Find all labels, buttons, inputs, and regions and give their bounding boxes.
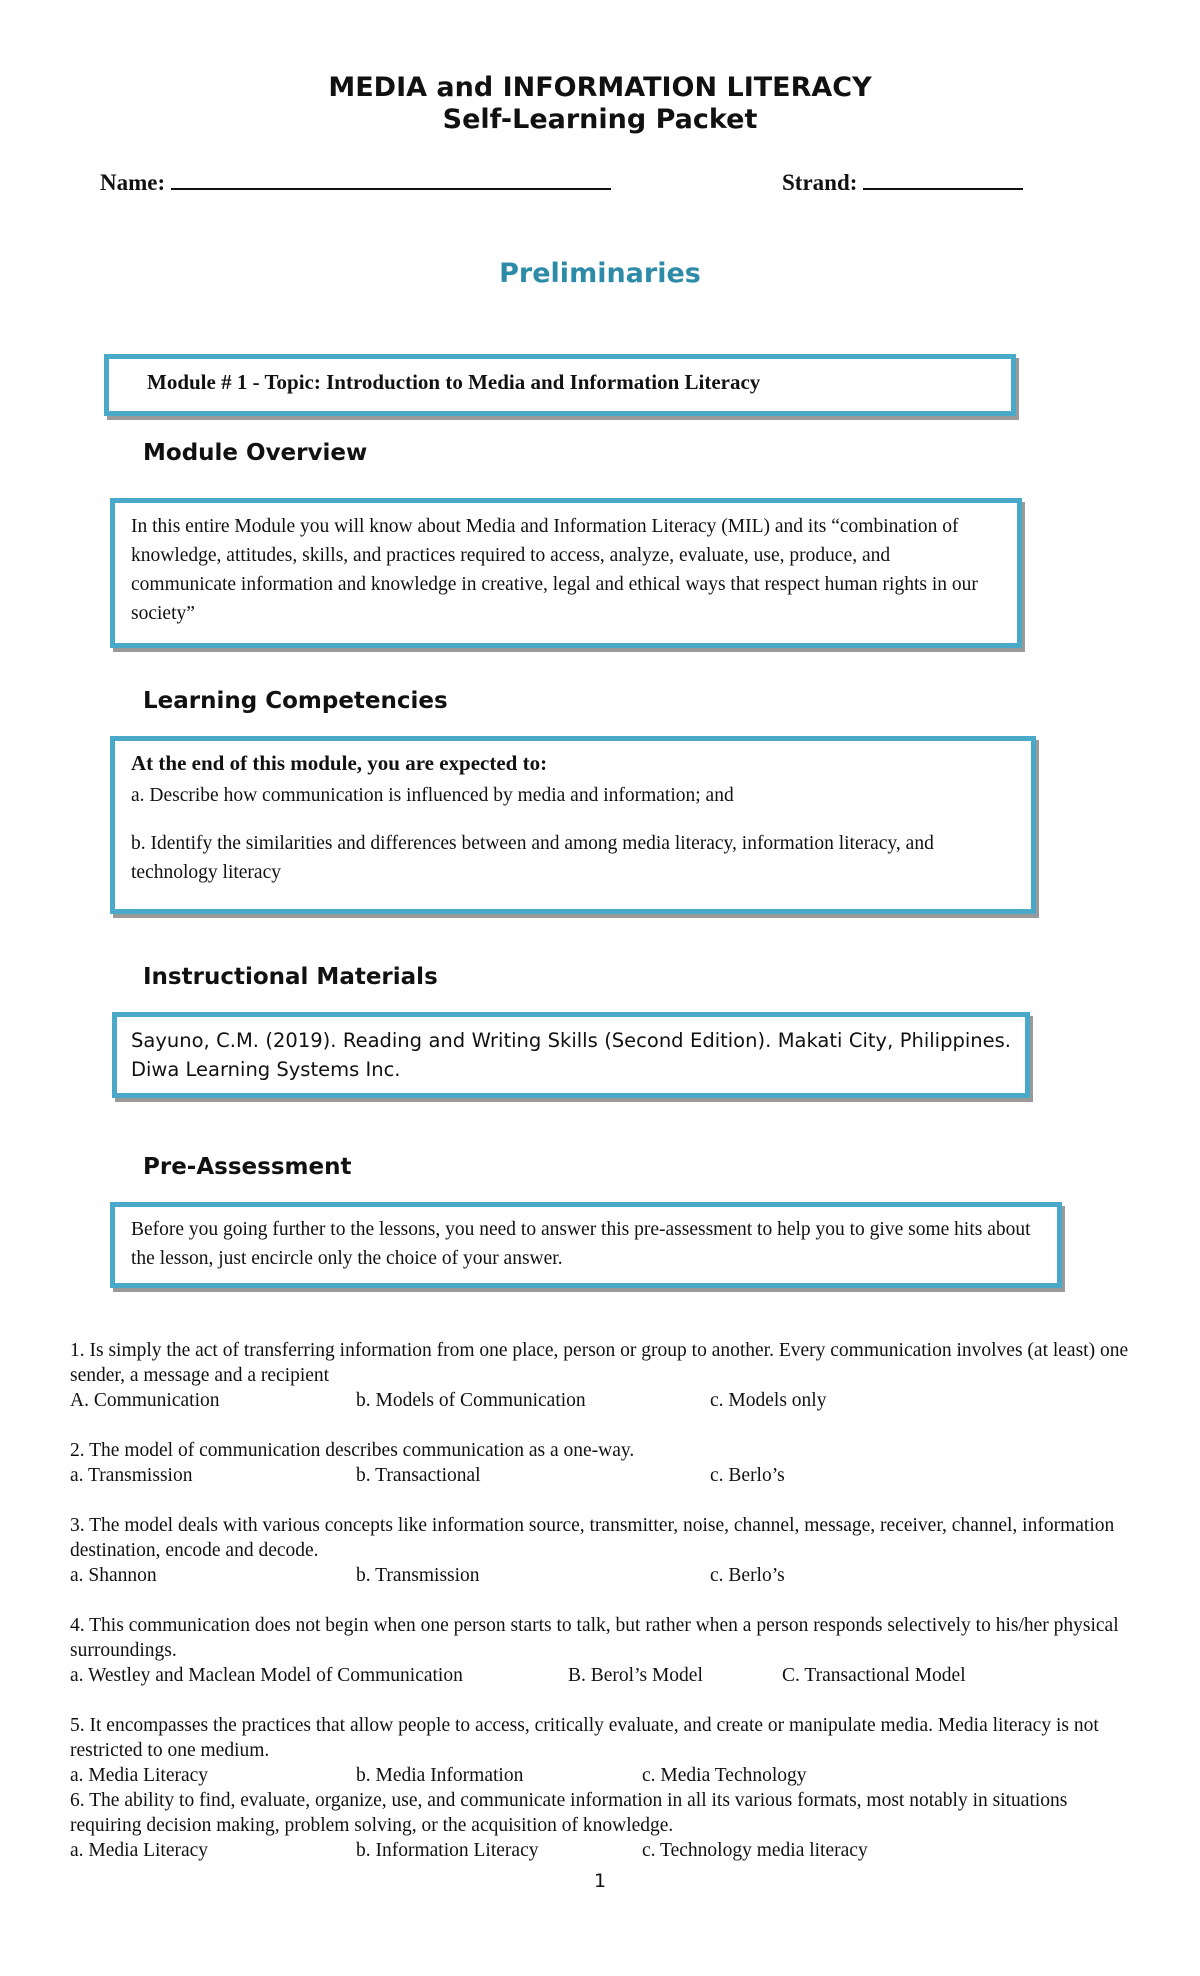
option-c[interactable]: c. Media Technology xyxy=(642,1765,807,1786)
question-text: 1. Is simply the act of transferring information from one place, person or group to another. Every communication involves (at least) one sender, a message and a recipient xyxy=(70,1340,1129,1386)
question-text: 5. It encompasses the practices that allow people to access, critically evaluate, and create or manipulate media. Media literacy is not restricted to one medium. xyxy=(70,1715,1099,1761)
option-b[interactable]: b. Information Literacy xyxy=(356,1840,539,1861)
question-text: 4. This communication does not begin when one person starts to talk, but rather when a person responds selectively to his/her physical surroundings. xyxy=(70,1615,1119,1661)
overview-box xyxy=(110,498,1022,648)
materials-heading: Instructional Materials xyxy=(143,964,438,990)
option-a[interactable]: A. Communication xyxy=(70,1390,220,1411)
option-b[interactable]: B. Berol’s Model xyxy=(568,1665,703,1686)
section-title: Preliminaries xyxy=(499,258,701,289)
option-a[interactable]: a. Transmission xyxy=(70,1465,193,1486)
option-c[interactable]: c. Models only xyxy=(710,1390,827,1411)
strand-blank[interactable] xyxy=(863,170,1023,190)
name-field[interactable] xyxy=(100,170,611,196)
module-topic-box xyxy=(104,354,1016,416)
competencies-box xyxy=(110,736,1036,914)
document-title: MEDIA and INFORMATION LITERACY xyxy=(328,72,872,103)
name-blank[interactable] xyxy=(171,170,611,190)
question-3 xyxy=(70,1513,1140,1588)
overview-heading: Module Overview xyxy=(143,440,368,466)
question-text: 6. The ability to find, evaluate, organize, use, and communicate information in all its various formats, most notably in situations requiring decision making, problem solving, or the acquisition of knowledge. xyxy=(70,1790,1068,1836)
materials-box xyxy=(112,1012,1030,1098)
module-topic: Module # 1 - Topic: Introduction to Media and Information Literacy xyxy=(147,370,761,394)
option-c[interactable]: c. Berlo’s xyxy=(710,1465,785,1486)
preassessment-text: Before you going further to the lessons, you need to answer this pre-assessment to help you to give some hits about the lesson, just encircle only the choice of your answer. xyxy=(131,1219,1031,1269)
option-b[interactable]: b. Models of Communication xyxy=(356,1390,586,1411)
competencies-heading: Learning Competencies xyxy=(143,688,448,714)
option-c[interactable]: c. Berlo’s xyxy=(710,1565,785,1586)
competency-b: b. Identify the similarities and differences between and among media literacy, information literacy, and technology literacy xyxy=(131,833,934,883)
materials-text: Sayuno, C.M. (2019). Reading and Writing Skills (Second Edition). Makati City, Philippines. Diwa Learning Systems Inc. xyxy=(131,1029,1011,1081)
option-a[interactable]: a. Westley and Maclean Model of Communication xyxy=(70,1665,463,1686)
option-b[interactable]: b. Media Information xyxy=(356,1765,524,1786)
option-b[interactable]: b. Transmission xyxy=(356,1565,480,1586)
option-c[interactable]: c. Technology media literacy xyxy=(642,1840,868,1861)
option-a[interactable]: a. Media Literacy xyxy=(70,1840,209,1861)
competencies-intro: At the end of this module, you are expected to: xyxy=(131,751,548,775)
name-label: Name: xyxy=(100,170,166,195)
overview-text: In this entire Module you will know about Media and Information Literacy (MIL) and its “combination of knowledge, attitudes, skills, and practices required to access, analyze, evaluate, use, produce, and communicate information and knowledge in creative, legal and ethical ways that respect human rights in our society” xyxy=(131,516,978,624)
preassessment-box xyxy=(110,1202,1062,1288)
question-5 xyxy=(70,1713,1140,1788)
question-6 xyxy=(70,1788,1140,1863)
option-a[interactable]: a. Shannon xyxy=(70,1565,157,1586)
strand-label: Strand: xyxy=(782,170,858,195)
option-c[interactable]: C. Transactional Model xyxy=(782,1665,966,1686)
strand-field[interactable] xyxy=(782,170,1023,196)
option-b[interactable]: b. Transactional xyxy=(356,1465,481,1486)
question-text: 3. The model deals with various concepts like information source, transmitter, noise, channel, message, receiver, channel, information destination, encode and decode. xyxy=(70,1515,1115,1561)
preassessment-heading: Pre-Assessment xyxy=(143,1154,352,1180)
competency-a: a. Describe how communication is influenced by media and information; and xyxy=(131,785,734,806)
question-4 xyxy=(70,1613,1140,1688)
question-text: 2. The model of communication describes communication as a one-way. xyxy=(70,1440,635,1461)
page-number: 1 xyxy=(593,1870,607,1892)
option-a[interactable]: a. Media Literacy xyxy=(70,1765,209,1786)
question-1 xyxy=(70,1338,1140,1413)
document-subtitle: Self-Learning Packet xyxy=(442,104,758,135)
question-2 xyxy=(70,1438,1140,1488)
